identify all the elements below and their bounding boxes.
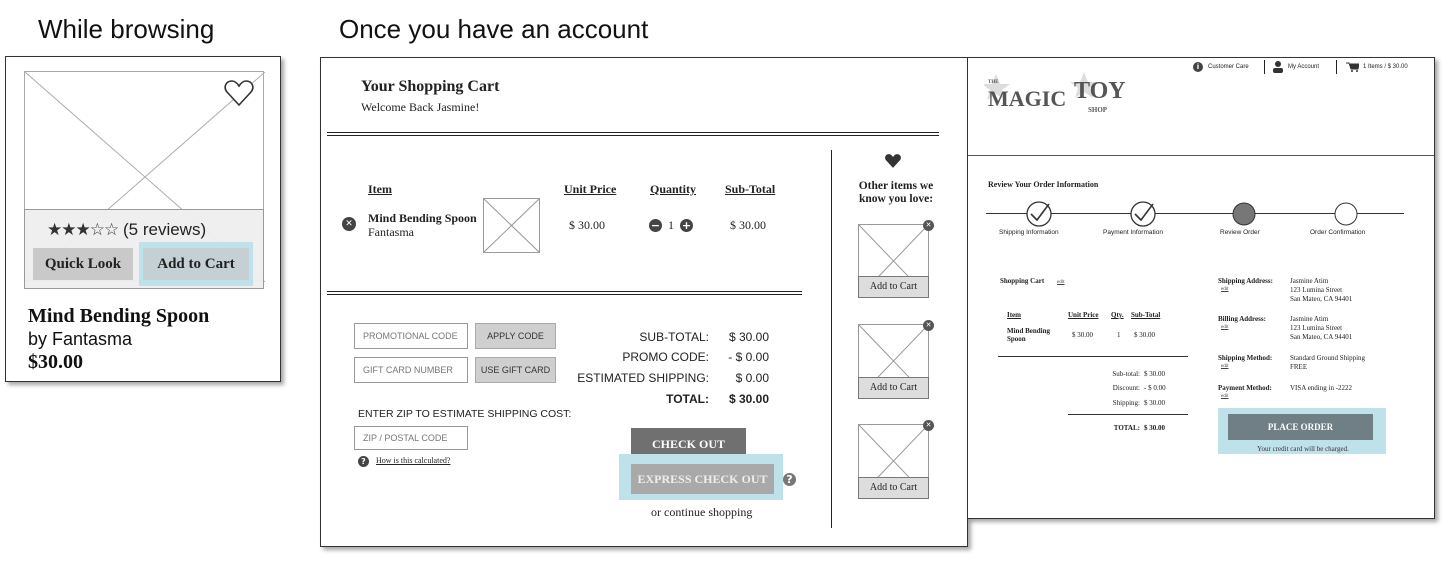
summary-total: $ 30.00 — [728, 392, 769, 406]
review-count[interactable]: (5 reviews) — [123, 220, 207, 239]
review-col-qty: Qty. — [1111, 311, 1124, 319]
side-divider — [831, 150, 832, 528]
shipping-address-line: Jasmine Atim — [1290, 277, 1329, 285]
side-add-to-cart-button[interactable]: Add to Cart — [858, 477, 929, 499]
cart-title: Your Shopping Cart — [361, 78, 500, 95]
increase-quantity-icon[interactable]: + — [681, 219, 692, 232]
product-price: $30.00 — [28, 351, 83, 373]
side-add-to-cart-button[interactable]: Add to Cart — [858, 377, 929, 399]
welcome-message: Welcome Back Jasmine! — [361, 100, 480, 114]
heart-icon — [884, 153, 902, 169]
info-icon: i — [1193, 62, 1203, 72]
divider — [1336, 60, 1337, 74]
divider — [327, 132, 939, 136]
summary-promo: - $ 0.00 — [728, 350, 769, 364]
billing-address-line: Jasmine Atim — [1290, 315, 1329, 323]
add-to-cart-button[interactable]: Add to Cart — [143, 248, 249, 280]
quick-look-button[interactable]: Quick Look — [33, 248, 133, 280]
zip-input[interactable]: ZIP / POSTAL CODE — [354, 426, 468, 450]
quantity-value[interactable]: 1 — [668, 218, 674, 232]
divider — [998, 356, 1188, 357]
review-col-subtotal: Sub-Total — [1131, 311, 1161, 319]
shipping-method-value: Standard Ground Shipping — [1290, 354, 1366, 362]
shipping-method-label: Shipping Method: — [1218, 354, 1273, 362]
summary-shipping: $ 0.00 — [735, 371, 769, 385]
side-add-to-cart-button[interactable]: Add to Cart — [858, 276, 929, 298]
review-total-label: TOTAL: — [1113, 424, 1140, 432]
use-gift-card-button[interactable]: USE GIFT CARD — [475, 357, 556, 383]
review-total: $ 30.00 — [1144, 424, 1165, 432]
logo-the: THE — [988, 80, 999, 85]
summary-promo-label: PROMO CODE: — [622, 350, 709, 364]
review-subtotal-label: Sub-total: — [1112, 370, 1140, 378]
cart-item-subtotal: $ 30.00 — [730, 218, 766, 232]
shipping-address-line: San Mateo, CA 94401 — [1290, 295, 1353, 303]
product-title[interactable]: Mind Bending Spoon — [28, 305, 210, 327]
place-order-button[interactable]: PLACE ORDER — [1228, 414, 1373, 440]
side-title: Other items we know you love: — [858, 180, 934, 205]
check-circle-icon — [1025, 200, 1053, 228]
review-item-name-1: Mind Bending — [1007, 327, 1050, 335]
cart-item-name[interactable]: Mind Bending Spoon — [368, 211, 477, 225]
product-brand: by Fantasma — [28, 329, 133, 349]
col-unit-price: Unit Price — [564, 182, 617, 196]
divider — [1264, 60, 1265, 74]
review-discount-label: Discount: — [1112, 384, 1140, 392]
review-title: Review Your Order Information — [988, 180, 1099, 189]
edit-shipping-link[interactable]: edit — [1221, 287, 1229, 292]
col-item: Item — [368, 182, 392, 196]
heading-once-account: Once you have an account — [339, 14, 649, 44]
step-review: Review Order — [1220, 229, 1260, 236]
review-discount: - $ 0.00 — [1144, 384, 1166, 392]
divider — [327, 291, 802, 295]
edit-cart-link[interactable]: edit — [1057, 280, 1065, 285]
cart-item-unit-price: $ 30.00 — [569, 218, 605, 232]
col-subtotal: Sub-Total — [725, 182, 776, 196]
review-shipping: $ 30.00 — [1144, 399, 1165, 407]
payment-method-value: VISA ending in -2222 — [1290, 384, 1353, 392]
summary-subtotal: $ 30.00 — [728, 330, 769, 344]
gift-card-input[interactable]: GIFT CARD NUMBER — [354, 357, 468, 383]
edit-shipping-method-link[interactable]: edit — [1221, 364, 1229, 369]
apply-code-button[interactable]: APPLY CODE — [475, 323, 556, 349]
current-step-icon — [1232, 202, 1256, 226]
billing-address-line: San Mateo, CA 94401 — [1290, 333, 1353, 341]
review-subtotal: $ 30.00 — [1144, 370, 1165, 378]
cart-icon — [1346, 62, 1359, 72]
express-help-icon[interactable]: ? — [783, 473, 796, 486]
shipping-address-label: Shipping Address: — [1218, 277, 1273, 285]
how-calculated-link[interactable]: How is this calculated? — [376, 456, 451, 465]
continue-shopping-link[interactable]: or continue shopping — [651, 505, 753, 519]
step-shipping: Shipping Information — [999, 229, 1059, 236]
express-checkout-button[interactable]: EXPRESS CHECK OUT — [631, 464, 774, 494]
shipping-address-line: 123 Lumina Street — [1290, 286, 1343, 294]
payment-method-label: Payment Method: — [1218, 384, 1272, 392]
zip-label: ENTER ZIP TO ESTIMATE SHIPPING COST: — [358, 408, 572, 420]
summary-subtotal-label: SUB-TOTAL: — [639, 330, 709, 344]
cart-item-image — [483, 198, 540, 253]
dismiss-icon[interactable]: ✕ — [923, 220, 934, 231]
cart-summary-link[interactable]: 1 Items / $ 30.00 — [1363, 64, 1408, 70]
edit-billing-link[interactable]: edit — [1221, 325, 1229, 330]
logo-magic: MAGIC — [988, 86, 1067, 111]
billing-address-line: 123 Lumina Street — [1290, 324, 1343, 332]
logo-shop: SHOP — [1088, 106, 1108, 114]
review-item-qty: 1 — [1117, 331, 1121, 339]
header-divider — [968, 155, 1434, 156]
review-item-name-2: Spoon — [1007, 335, 1026, 343]
col-quantity: Quantity — [650, 182, 697, 196]
step-payment: Payment Information — [1103, 229, 1163, 236]
rating-stars-icon: ★★★☆☆ — [47, 220, 119, 240]
summary-shipping-label: ESTIMATED SHIPPING: — [577, 371, 709, 385]
promo-code-input[interactable]: PROMOTIONAL CODE — [354, 323, 468, 349]
help-icon[interactable]: ? — [358, 456, 369, 467]
my-account-link[interactable]: My Account — [1288, 64, 1320, 70]
review-shopping-cart-label: Shopping Cart — [1000, 277, 1045, 285]
dismiss-icon[interactable]: ✕ — [923, 420, 934, 431]
card-overlay — [24, 209, 264, 289]
edit-payment-link[interactable]: edit — [1221, 394, 1229, 399]
user-icon — [1273, 61, 1283, 73]
review-order-panel — [967, 57, 1435, 519]
heart-icon[interactable] — [224, 79, 254, 107]
shopping-cart-panel — [320, 57, 968, 547]
shipping-method-price: FREE — [1290, 363, 1308, 371]
decrease-quantity-icon[interactable]: − — [650, 219, 661, 232]
checkout-button[interactable]: CHECK OUT — [631, 428, 746, 460]
billing-address-label: Billing Address: — [1218, 315, 1266, 323]
remove-item-icon[interactable]: ✕ — [342, 217, 356, 231]
customer-care-link[interactable]: Customer Care — [1208, 64, 1249, 70]
cart-item-brand: Fantasma — [368, 225, 414, 239]
charge-note: Your credit card will be charged. — [1257, 445, 1349, 453]
review-shipping-label: Shipping: — [1112, 399, 1140, 407]
summary-total-label: TOTAL: — [666, 392, 709, 406]
check-circle-icon — [1129, 200, 1157, 228]
review-col-item: Item — [1007, 311, 1021, 319]
divider — [1068, 414, 1188, 415]
step-confirmation: Order Confirmation — [1310, 229, 1366, 236]
heading-while-browsing: While browsing — [38, 14, 215, 44]
product-card[interactable] — [5, 56, 281, 382]
dismiss-icon[interactable]: ✕ — [923, 320, 934, 331]
review-item-unit-price: $ 30.00 — [1072, 331, 1093, 339]
logo-toy: TOY — [1074, 78, 1126, 104]
review-item-subtotal: $ 30.00 — [1134, 331, 1155, 339]
magic-toy-shop-logo[interactable] — [984, 72, 1126, 118]
review-col-unit-price: Unit Price — [1068, 311, 1099, 319]
pending-step-icon — [1334, 202, 1358, 226]
